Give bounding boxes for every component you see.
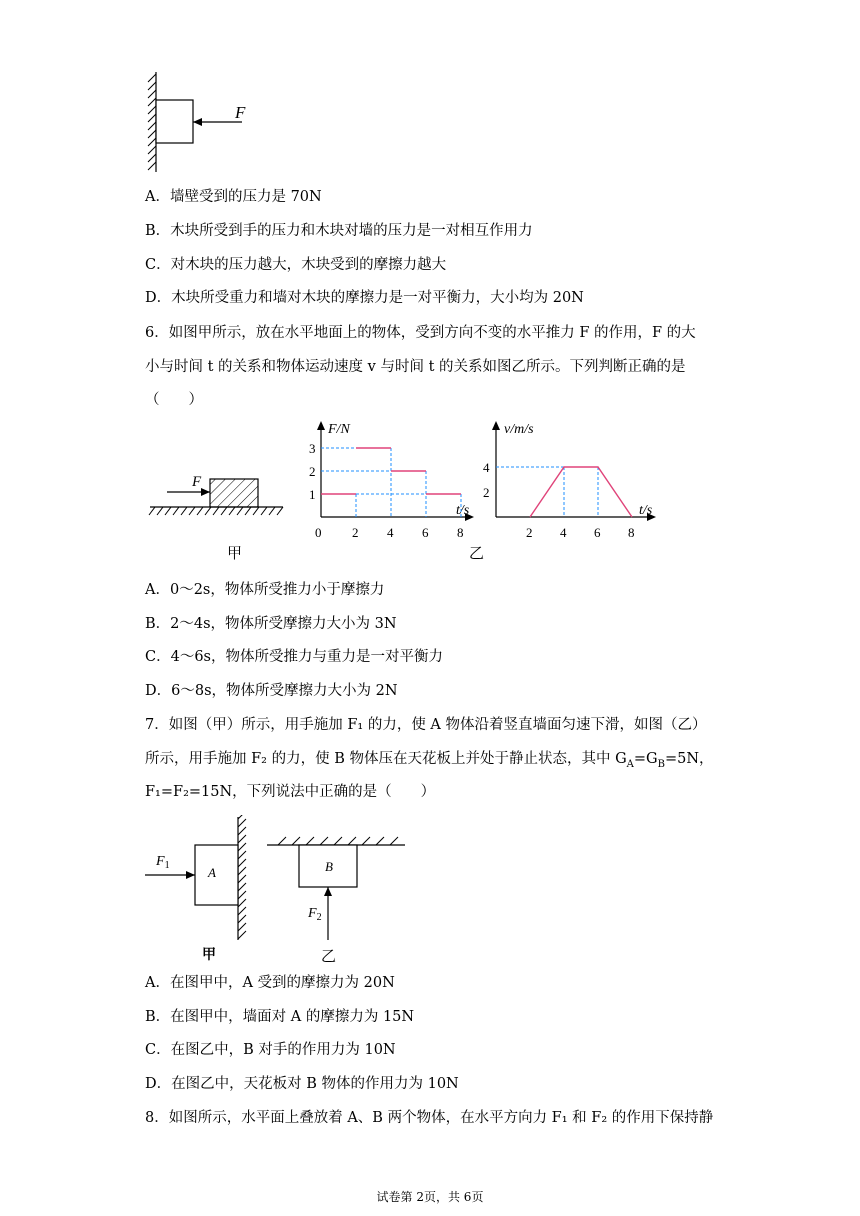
q7-option-d: D．在图乙中，天花板对 B 物体的作用力为 10N: [145, 1076, 459, 1092]
v-axis-label: v/m/s: [504, 422, 534, 437]
x-tick-label: 4: [560, 525, 567, 540]
q6-figure-jia: [145, 470, 290, 565]
weight-tail: =5N，: [664, 751, 714, 767]
equals-g: =G: [633, 751, 658, 767]
q7-figure: [140, 815, 410, 965]
x-tick-label: 0: [315, 525, 322, 540]
force-label: F: [235, 103, 246, 122]
f-axis-label: F/N: [328, 422, 350, 437]
q6-charts: [300, 415, 670, 570]
ga-subscript: A: [626, 758, 634, 770]
y-tick-label: 2: [309, 464, 316, 479]
q5-option-c: C．对木块的压力越大，木块受到的摩擦力越大: [145, 257, 447, 273]
y-tick-label: 1: [309, 487, 316, 502]
q7-stem-line-2-main: 所示，用手施加 F₂ 的力，使 B 物体压在天花板上并处于静止状态，其中 G: [145, 751, 627, 767]
wall-block-figure: [140, 70, 260, 175]
f2-label: $F_2$: [308, 906, 322, 923]
q7-stem-line-3: F₁=F₂=15N，下列说法中正确的是（ ）: [145, 784, 436, 800]
f1-label: $F_1$: [156, 854, 170, 871]
q7-option-b: B．在图甲中，墙面对 A 的摩擦力为 15N: [145, 1009, 415, 1025]
figure-jia-label: 甲: [227, 546, 243, 562]
x-tick-label: 8: [628, 525, 635, 540]
block-b-label: B: [325, 859, 333, 874]
velocity-series-line: [530, 467, 632, 517]
q6-stem-line-2: 小与时间 t 的关系和物体运动速度 v 与时间 t 的关系如图乙所示。下列判断正确的是: [145, 359, 686, 375]
t-axis-label-2: t/s: [639, 503, 653, 518]
q7-stem-line-2: [145, 749, 714, 775]
x-tick-label: 8: [457, 525, 464, 540]
jia-label: 甲: [202, 948, 216, 963]
q6-option-a: A．0～2s，物体所受推力小于摩擦力: [145, 582, 385, 598]
y-tick-label: 3: [309, 441, 316, 456]
q6-stem-line-1: 6．如图甲所示，放在水平地面上的物体，受到方向不变的水平推力 F 的作用，F 的大: [145, 325, 696, 341]
q5-option-d: D．木块所受重力和墙对木块的摩擦力是一对平衡力，大小均为 20N: [145, 290, 584, 306]
x-tick-label: 4: [387, 525, 394, 540]
q7-option-a: A．在图甲中，A 受到的摩擦力为 20N: [145, 975, 395, 991]
yi-label: 乙: [321, 949, 337, 965]
x-tick-label: 2: [526, 525, 533, 540]
q6-option-c: C．4～6s，物体所受推力与重力是一对平衡力: [145, 649, 443, 665]
gb-subscript: B: [657, 758, 665, 770]
q5-option-b: B．木块所受到手的压力和木块对墙的压力是一对相互作用力: [145, 223, 533, 239]
q7-option-c: C．在图乙中，B 对手的作用力为 10N: [145, 1042, 396, 1058]
q7-stem-line-1: 7．如图（甲）所示，用手施加 F₁ 的力，使 A 物体沿着竖直墙面匀速下滑，如图（乙）: [145, 717, 707, 733]
y-tick-label: 2: [483, 485, 490, 500]
figure-yi-label: 乙: [469, 546, 485, 562]
x-tick-label: 6: [422, 525, 429, 540]
push-force-label: F: [192, 474, 202, 490]
y-tick-label: 4: [483, 460, 490, 475]
q6-option-d: D．6～8s，物体所受摩擦力大小为 2N: [145, 683, 398, 699]
x-tick-label: 6: [594, 525, 601, 540]
q8-stem-line-1: 8．如图所示，水平面上叠放着 A、B 两个物体，在水平方向力 F₁ 和 F₂ 的作用下保持静: [145, 1110, 714, 1126]
q6-option-b: B．2～4s，物体所受摩擦力大小为 3N: [145, 616, 397, 632]
t-axis-label-1: t/s: [456, 503, 470, 518]
q6-stem-line-3: （ ）: [145, 392, 203, 408]
q5-option-a: A．墙壁受到的压力是 70N: [145, 189, 322, 205]
page-footer: 试卷第 2页，共 6页: [376, 1190, 484, 1204]
x-tick-label: 2: [352, 525, 359, 540]
velocity-time-chart: [483, 421, 656, 540]
force-time-chart: [309, 421, 474, 540]
block-a-label: A: [208, 865, 216, 880]
